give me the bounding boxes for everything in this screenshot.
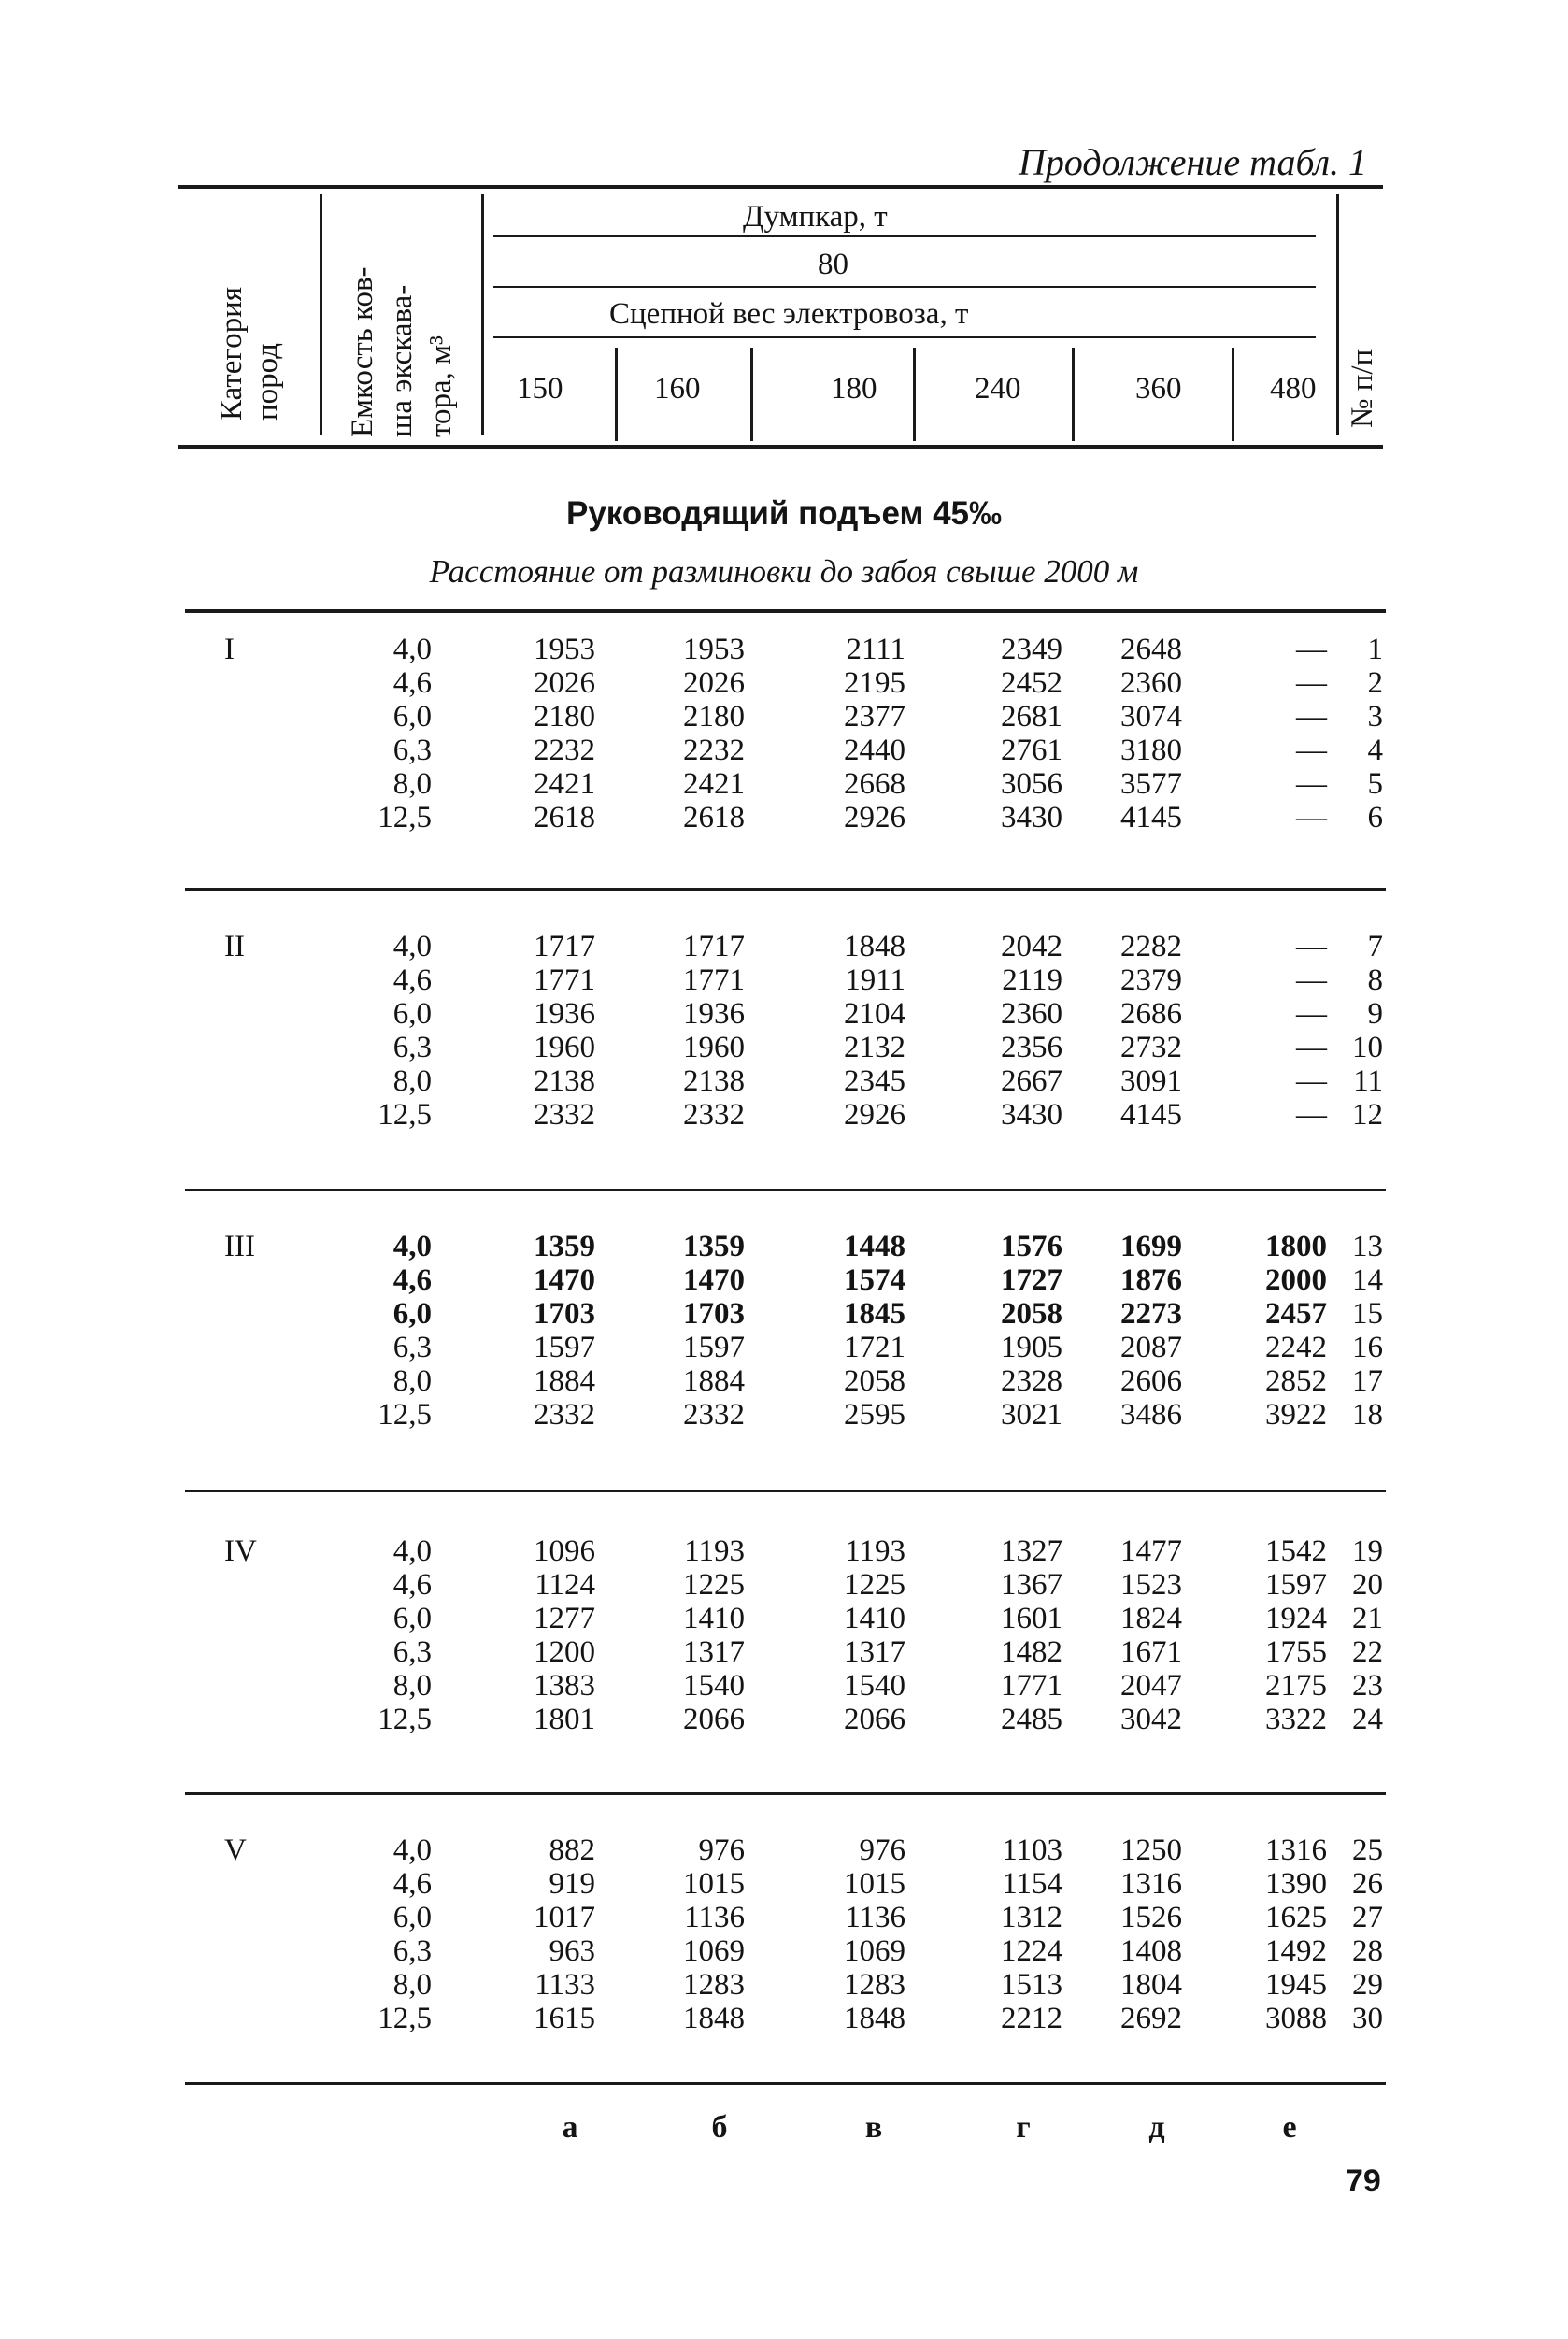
table-cell: 2332: [683, 1098, 745, 1132]
table-cell: 1096: [534, 1534, 595, 1568]
table-cell: 2686: [1120, 997, 1182, 1031]
table-cell: 2452: [1001, 666, 1062, 700]
bucket-capacity: 12,5: [378, 2002, 432, 2035]
table-cell: 882: [549, 1833, 595, 1867]
bucket-capacity: 8,0: [392, 1364, 432, 1398]
weight-divider-3: [913, 348, 916, 441]
table-cell: 3180: [1120, 734, 1182, 767]
row-number: 8: [1367, 963, 1383, 997]
table-cell: 2119: [1002, 963, 1062, 997]
table-cell: 2332: [534, 1098, 595, 1132]
table-cell: 1800: [1265, 1230, 1327, 1263]
table-cell: 1359: [534, 1230, 595, 1263]
table-cell: 1448: [844, 1230, 905, 1263]
weight-480: 480: [1270, 372, 1317, 406]
table-cell: 1133: [535, 1968, 595, 2002]
row-number: 15: [1352, 1297, 1383, 1331]
row-number: 22: [1352, 1635, 1383, 1669]
table-cell: 1804: [1120, 1968, 1182, 2002]
table-cell: 2926: [844, 801, 905, 834]
row-number: 19: [1352, 1534, 1383, 1568]
bucket-capacity: 6,0: [392, 1901, 432, 1934]
bucket-capacity: 12,5: [378, 1398, 432, 1432]
table-cell: 2732: [1120, 1031, 1182, 1064]
table-cell: 2667: [1001, 1064, 1062, 1098]
weight-divider-4: [1072, 348, 1075, 441]
dumpcar-value-rule: [493, 286, 1316, 288]
bucket-capacity: 4,0: [392, 930, 432, 963]
row-number: 25: [1352, 1833, 1383, 1867]
table-cell: 2421: [534, 767, 595, 801]
row-number: 1: [1367, 633, 1383, 666]
table-cell: 2042: [1001, 930, 1062, 963]
row-number: 12: [1352, 1098, 1383, 1132]
table-cell: —: [1296, 700, 1327, 734]
table-cell: 3577: [1120, 767, 1182, 801]
table-cell: 1383: [534, 1669, 595, 1703]
table-cell: 2681: [1001, 700, 1062, 734]
table-cell: 1477: [1120, 1534, 1182, 1568]
table-cell: 2058: [844, 1364, 905, 1398]
row-number: 2: [1367, 666, 1383, 700]
table-cell: 1911: [845, 963, 905, 997]
table-cell: 1905: [1001, 1331, 1062, 1364]
bucket-capacity: 6,3: [392, 1331, 432, 1364]
weight-240: 240: [975, 372, 1021, 406]
table-cell: 2066: [683, 1703, 745, 1736]
bucket-capacity: 8,0: [392, 767, 432, 801]
table-cell: 1317: [683, 1635, 745, 1669]
table-cell: 1597: [683, 1331, 745, 1364]
table-cell: 2332: [534, 1398, 595, 1432]
weight-150: 150: [517, 372, 563, 406]
table-cell: 2104: [844, 997, 905, 1031]
row-number: 3: [1367, 700, 1383, 734]
table-cell: 2026: [534, 666, 595, 700]
table-cell: 1699: [1120, 1230, 1182, 1263]
table-cell: 2421: [683, 767, 745, 801]
table-cell: 1771: [1001, 1669, 1062, 1703]
table-cell: 1317: [844, 1635, 905, 1669]
bucket-capacity: 4,0: [392, 1534, 432, 1568]
bucket-capacity: 4,6: [392, 963, 432, 997]
table-cell: 2692: [1120, 2002, 1182, 2035]
table-cell: 1193: [684, 1534, 745, 1568]
bucket-capacity: 6,3: [392, 1934, 432, 1968]
table-cell: 2761: [1001, 734, 1062, 767]
table-cell: 976: [859, 1833, 905, 1867]
group-separator-rule: [185, 1189, 1386, 1191]
table-cell: 2379: [1120, 963, 1182, 997]
table-cell: 1225: [683, 1568, 745, 1602]
table-cell: —: [1296, 767, 1327, 801]
bucket-capacity: 6,3: [392, 1635, 432, 1669]
row-number: 21: [1352, 1602, 1383, 1635]
table-cell: 1542: [1265, 1534, 1327, 1568]
bucket-capacity: 8,0: [392, 1669, 432, 1703]
category-header-line-1: Категория: [215, 287, 249, 421]
table-cell: 1848: [683, 2002, 745, 2035]
table-cell: —: [1296, 734, 1327, 767]
row-number: 26: [1352, 1867, 1383, 1901]
table-cell: 1069: [683, 1934, 745, 1968]
column-letter: д: [1148, 2110, 1165, 2145]
table-cell: 1470: [683, 1263, 745, 1297]
column-letter: а: [562, 2110, 578, 2145]
row-number: 30: [1352, 2002, 1383, 2035]
table-cell: 1924: [1265, 1602, 1327, 1635]
table-cell: 1277: [534, 1602, 595, 1635]
rock-category: I: [224, 633, 235, 666]
row-number: 14: [1352, 1263, 1383, 1297]
row-number: 16: [1352, 1331, 1383, 1364]
table-cell: 2360: [1001, 997, 1062, 1031]
table-cell: 1015: [683, 1867, 745, 1901]
continuation-caption: Продолжение табл. 1: [1019, 141, 1368, 183]
column-letter: в: [864, 2110, 883, 2145]
table-cell: 1721: [844, 1331, 905, 1364]
table-cell: 2175: [1265, 1669, 1327, 1703]
table-cell: 1848: [844, 930, 905, 963]
row-number: 20: [1352, 1568, 1383, 1602]
table-cell: 1224: [1001, 1934, 1062, 1968]
table-cell: 1513: [1001, 1968, 1062, 2002]
table-cell: 1410: [683, 1602, 745, 1635]
weight-160: 160: [654, 372, 701, 406]
table-cell: 2648: [1120, 633, 1182, 666]
bucket-header-line-3: тора, м³: [424, 335, 458, 437]
bucket-capacity: 8,0: [392, 1064, 432, 1098]
rock-category: III: [224, 1230, 255, 1263]
table-cell: 4145: [1120, 801, 1182, 834]
row-number: 9: [1367, 997, 1383, 1031]
table-cell: 3021: [1001, 1398, 1062, 1432]
section-title: Руководящий подъем 45‰: [565, 495, 1003, 532]
table-cell: 1283: [844, 1968, 905, 2002]
table-cell: 1492: [1265, 1934, 1327, 1968]
bucket-capacity: 4,0: [392, 1230, 432, 1263]
table-cell: 1015: [844, 1867, 905, 1901]
table-cell: 2232: [534, 734, 595, 767]
table-cell: 919: [549, 1867, 595, 1901]
weight-divider-5: [1232, 348, 1234, 441]
bucket-capacity: 12,5: [378, 1098, 432, 1132]
table-cell: 2618: [683, 801, 745, 834]
table-cell: 1390: [1265, 1867, 1327, 1901]
column-letter: е: [1282, 2110, 1297, 2145]
table-cell: 2282: [1120, 930, 1182, 963]
bucket-capacity: 6,0: [392, 700, 432, 734]
table-cell: 1574: [844, 1263, 905, 1297]
row-number: 4: [1367, 734, 1383, 767]
dumpcar-value: 80: [818, 248, 848, 281]
table-cell: 1523: [1120, 1568, 1182, 1602]
bucket-capacity: 6,0: [392, 1297, 432, 1331]
row-number: 10: [1352, 1031, 1383, 1064]
table-cell: 2242: [1265, 1331, 1327, 1364]
table-cell: —: [1296, 633, 1327, 666]
table-cell: 1359: [683, 1230, 745, 1263]
dumpcar-header: Думпкар, т: [743, 200, 888, 234]
loco-weight-rule: [493, 336, 1316, 338]
group-separator-rule: [185, 609, 1386, 613]
table-cell: 2066: [844, 1703, 905, 1736]
table-cell: 1526: [1120, 1901, 1182, 1934]
table-cell: —: [1296, 930, 1327, 963]
row-number: 18: [1352, 1398, 1383, 1432]
table-cell: 2852: [1265, 1364, 1327, 1398]
table-cell: 3088: [1265, 2002, 1327, 2035]
bucket-capacity: 4,0: [392, 1833, 432, 1867]
table-cell: 1069: [844, 1934, 905, 1968]
weight-360: 360: [1135, 372, 1182, 406]
bucket-header-line-2: ша экскава-: [385, 284, 419, 437]
table-cell: 1103: [1002, 1833, 1062, 1867]
table-cell: 2111: [846, 633, 905, 666]
table-cell: 1703: [683, 1297, 745, 1331]
table-cell: 2000: [1265, 1263, 1327, 1297]
table-cell: 2273: [1120, 1297, 1182, 1331]
table-cell: 1540: [844, 1669, 905, 1703]
rock-category: V: [224, 1833, 247, 1867]
table-cell: 1884: [683, 1364, 745, 1398]
column-letter: б: [711, 2110, 728, 2145]
table-cell: 1717: [683, 930, 745, 963]
row-number: 23: [1352, 1669, 1383, 1703]
row-number: 5: [1367, 767, 1383, 801]
table-cell: 2926: [844, 1098, 905, 1132]
table-cell: 1945: [1265, 1968, 1327, 2002]
table-cell: 2440: [844, 734, 905, 767]
table-cell: 3056: [1001, 767, 1062, 801]
table-cell: 2180: [683, 700, 745, 734]
table-cell: 2332: [683, 1398, 745, 1432]
header-top-rule: [178, 185, 1383, 189]
table-cell: 1250: [1120, 1833, 1182, 1867]
category-header-line-2: пород: [250, 343, 284, 421]
table-cell: 1876: [1120, 1263, 1182, 1297]
bucket-capacity: 4,6: [392, 1263, 432, 1297]
table-cell: 1597: [534, 1331, 595, 1364]
table-cell: 2618: [534, 801, 595, 834]
table-cell: 1576: [1001, 1230, 1062, 1263]
table-cell: 1771: [683, 963, 745, 997]
table-cell: 3486: [1120, 1398, 1182, 1432]
table-cell: 1597: [1265, 1568, 1327, 1602]
weight-divider-1: [615, 348, 618, 441]
table-cell: 1283: [683, 1968, 745, 2002]
row-number: 28: [1352, 1934, 1383, 1968]
table-cell: 1824: [1120, 1602, 1182, 1635]
table-cell: 1625: [1265, 1901, 1327, 1934]
table-cell: 1671: [1120, 1635, 1182, 1669]
table-cell: 2595: [844, 1398, 905, 1432]
table-cell: 1470: [534, 1263, 595, 1297]
row-number: 13: [1352, 1230, 1383, 1263]
bucket-capacity: 6,3: [392, 1031, 432, 1064]
table-cell: 1801: [534, 1703, 595, 1736]
table-cell: 2132: [844, 1031, 905, 1064]
table-cell: 2138: [534, 1064, 595, 1098]
table-cell: 2668: [844, 767, 905, 801]
bucket-capacity: 6,3: [392, 734, 432, 767]
bucket-capacity: 8,0: [392, 1968, 432, 2002]
row-number: 29: [1352, 1968, 1383, 2002]
table-cell: 1540: [683, 1669, 745, 1703]
table-cell: —: [1296, 1064, 1327, 1098]
table-cell: 1960: [534, 1031, 595, 1064]
table-cell: 1953: [683, 633, 745, 666]
table-cell: 2047: [1120, 1669, 1182, 1703]
table-cell: 1408: [1120, 1934, 1182, 1968]
table-cell: 3074: [1120, 700, 1182, 734]
row-number: 11: [1353, 1064, 1383, 1098]
table-cell: 1225: [844, 1568, 905, 1602]
table-cell: 2485: [1001, 1703, 1062, 1736]
table-cell: 1193: [845, 1534, 905, 1568]
rock-category: IV: [224, 1534, 257, 1568]
bucket-header-line-1: Емкость ков-: [346, 266, 379, 437]
loco-weight-header: Сцепной вес электровоза, т: [609, 297, 969, 331]
table-cell: 1953: [534, 633, 595, 666]
table-cell: 2138: [683, 1064, 745, 1098]
table-cell: 2349: [1001, 633, 1062, 666]
table-cell: 1367: [1001, 1568, 1062, 1602]
table-cell: 1410: [844, 1602, 905, 1635]
table-cell: 976: [698, 1833, 745, 1867]
table-cell: 2180: [534, 700, 595, 734]
bucket-capacity: 4,6: [392, 666, 432, 700]
table-cell: 1845: [844, 1297, 905, 1331]
table-cell: 1017: [534, 1901, 595, 1934]
table-cell: —: [1296, 801, 1327, 834]
table-cell: 2212: [1001, 2002, 1062, 2035]
row-number: 17: [1352, 1364, 1383, 1398]
table-cell: 1601: [1001, 1602, 1062, 1635]
table-cell: 2377: [844, 700, 905, 734]
table-cell: 3430: [1001, 1098, 1062, 1132]
row-number: 6: [1367, 801, 1383, 834]
table-cell: 1771: [534, 963, 595, 997]
group-separator-rule: [185, 1792, 1386, 1795]
table-cell: 2328: [1001, 1364, 1062, 1398]
table-cell: 1124: [535, 1568, 595, 1602]
table-cell: —: [1296, 1031, 1327, 1064]
bucket-capacity: 4,0: [392, 633, 432, 666]
table-cell: 2232: [683, 734, 745, 767]
table-cell: —: [1296, 963, 1327, 997]
table-cell: 1316: [1265, 1833, 1327, 1867]
weight-divider-2: [750, 348, 753, 441]
table-cell: 2360: [1120, 666, 1182, 700]
table-cell: 2345: [844, 1064, 905, 1098]
row-number: 27: [1352, 1901, 1383, 1934]
header-bottom-rule: [178, 445, 1383, 449]
row-number: 24: [1352, 1703, 1383, 1736]
table-cell: 1615: [534, 2002, 595, 2035]
table-cell: 1960: [683, 1031, 745, 1064]
bucket-capacity: 12,5: [378, 1703, 432, 1736]
table-cell: 1703: [534, 1297, 595, 1331]
table-cell: 1936: [683, 997, 745, 1031]
table-cell: 3042: [1120, 1703, 1182, 1736]
table-cell: 1136: [845, 1901, 905, 1934]
section-subtitle: Расстояние от разминовки до забоя свыше 2000 м: [429, 553, 1139, 590]
table-cell: 4145: [1120, 1098, 1182, 1132]
header-divider-1: [320, 194, 322, 435]
weight-180: 180: [831, 372, 877, 406]
table-cell: 1154: [1002, 1867, 1062, 1901]
dumpcar-rule: [493, 235, 1316, 237]
table-cell: 1936: [534, 997, 595, 1031]
page-number: 79: [1346, 2163, 1381, 2199]
table-cell: 3091: [1120, 1064, 1182, 1098]
header-divider-3: [1336, 194, 1339, 435]
table-cell: —: [1296, 997, 1327, 1031]
table-cell: 963: [549, 1934, 595, 1968]
table-cell: 1316: [1120, 1867, 1182, 1901]
bucket-capacity: 4,6: [392, 1568, 432, 1602]
table-cell: 1884: [534, 1364, 595, 1398]
table-cell: —: [1296, 1098, 1327, 1132]
rock-category: II: [224, 930, 245, 963]
table-cell: 1727: [1001, 1263, 1062, 1297]
table-cell: 2457: [1265, 1297, 1327, 1331]
column-letter: г: [1016, 2110, 1031, 2145]
table-cell: 1755: [1265, 1635, 1327, 1669]
table-cell: 1717: [534, 930, 595, 963]
table-cell: 3430: [1001, 801, 1062, 834]
bucket-capacity: 4,6: [392, 1867, 432, 1901]
group-separator-rule: [185, 888, 1386, 891]
table-cell: 3322: [1265, 1703, 1327, 1736]
group-separator-rule: [185, 2082, 1386, 2085]
bucket-capacity: 6,0: [392, 997, 432, 1031]
bucket-capacity: 12,5: [378, 801, 432, 834]
table-cell: 1482: [1001, 1635, 1062, 1669]
table-cell: 1312: [1001, 1901, 1062, 1934]
table-cell: 2195: [844, 666, 905, 700]
group-separator-rule: [185, 1490, 1386, 1492]
header-divider-2: [481, 194, 484, 435]
table-cell: 2058: [1001, 1297, 1062, 1331]
table-cell: 1848: [844, 2002, 905, 2035]
table-cell: 3922: [1265, 1398, 1327, 1432]
table-cell: 2087: [1120, 1331, 1182, 1364]
table-cell: 1200: [534, 1635, 595, 1669]
table-cell: 1327: [1001, 1534, 1062, 1568]
table-cell: 2606: [1120, 1364, 1182, 1398]
row-number: 7: [1367, 930, 1383, 963]
table-cell: 1136: [684, 1901, 745, 1934]
table-cell: —: [1296, 666, 1327, 700]
table-cell: 2026: [683, 666, 745, 700]
table-cell: 2356: [1001, 1031, 1062, 1064]
row-number-header: № п/п: [1346, 349, 1379, 428]
bucket-capacity: 6,0: [392, 1602, 432, 1635]
